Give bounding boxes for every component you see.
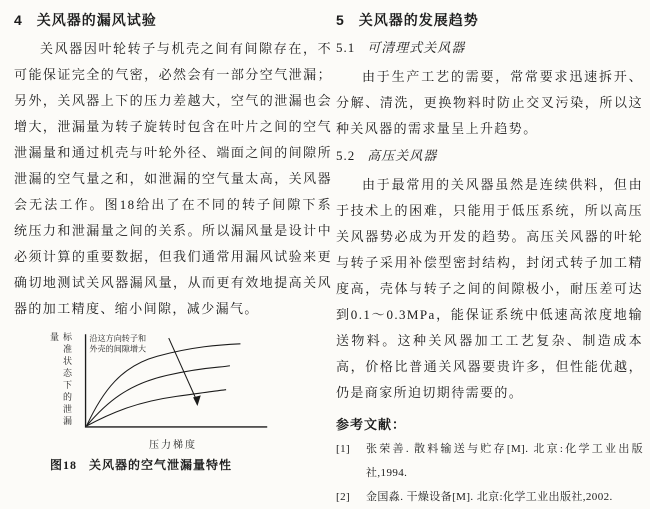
curve-bottom bbox=[87, 390, 227, 426]
section-4-heading bbox=[14, 8, 332, 32]
figure-caption-number: 图18 bbox=[50, 458, 78, 472]
left-column bbox=[14, 8, 332, 473]
figure-x-axis-label: 压力梯度 bbox=[149, 440, 197, 451]
reference-text: 张荣善. 散料输送与贮存[M]. 北京:化学工业出版社,1994. bbox=[366, 443, 643, 479]
section-5-title: 关风器的发展趋势 bbox=[358, 12, 479, 28]
figure-annotation-line1: 沿这方向转子和 bbox=[89, 333, 147, 343]
section-5-1-heading bbox=[336, 36, 643, 60]
figure-caption bbox=[48, 456, 294, 473]
figure-caption-text: 关风器的空气泄漏量特性 bbox=[89, 458, 233, 472]
section-5-number: 5 bbox=[336, 12, 345, 28]
reference-text: 金国淼. 干燥设备[M]. 北京:化学工业出版社,2002. bbox=[366, 491, 613, 503]
section-5-1-number: 5.1 bbox=[336, 40, 356, 55]
reference-number: [1] bbox=[336, 443, 351, 455]
section-5-2-heading bbox=[336, 144, 643, 168]
figure-y-axis-label: 标准状态下的泄漏量 bbox=[49, 332, 72, 428]
reference-number: [2] bbox=[336, 491, 351, 503]
arrowhead-icon bbox=[193, 395, 201, 406]
references-heading: 参考文献： bbox=[336, 417, 407, 432]
figure-plot bbox=[76, 330, 272, 436]
curve-top bbox=[87, 344, 241, 426]
reference-item bbox=[336, 437, 643, 485]
section-4-title: 关风器的漏风试验 bbox=[36, 12, 157, 28]
curve-middle bbox=[87, 366, 230, 426]
section-5-2-paragraph: 由于最常用的关风器虽然是连续供料，但由于技术上的困难，只能用于低压系统，所以高压关风器势必成为开发的趋势。高压关风器的叶轮与转子采用补偿型密封结构，封闭式转子加工精度高，壳体与转子之间的间隙极小，耐压差可达到0.1～0.3MPa，能保证系统中低速高浓度地输送物料。这种关风器加工工艺复杂、制造成本高，价格比普通关风器要贵许多，但性能优越，仍是商家所迫切期待需要的。 bbox=[336, 177, 643, 400]
section-4-number: 4 bbox=[14, 12, 23, 28]
figure-18 bbox=[48, 330, 294, 473]
figure-plot-row bbox=[48, 330, 294, 436]
section-5-1-paragraph: 由于生产工艺的需要，常常要求迅速拆开、分解、清洗，更换物料时防止交叉污染，所以这种关风器的需求量呈上升趋势。 bbox=[336, 69, 643, 136]
section-5-2-title: 高压关风器 bbox=[367, 148, 438, 163]
section-4-paragraph: 关风器因叶轮转子与机壳之间有间隙存在，不可能保证完全的气密，必然会有一部分空气泄漏；另外，关风器上下的压力差越大，空气的泄漏也会增大，泄漏量为转子旋转时包含在叶片之间的空气泄漏量和通过机壳与叶轮外径、端面之间的间隙所泄漏的空气量之和，如泄漏的空气量太高，关风器会无法工作。图18给出了在不同的转子间隙下系统压力和泄漏量之间的关系。所以漏风量是设计中必须计算的重要数据，但我们通常用漏风试验来更确切地测试关风器漏风量，从而更有效地提高关风器的加工精度、缩小间隙，减少漏气。 bbox=[14, 41, 332, 316]
reference-item bbox=[336, 485, 643, 509]
section-5-2-number: 5.2 bbox=[336, 148, 356, 163]
figure-annotation-line2: 外壳的间隙增大 bbox=[89, 344, 147, 354]
section-5-heading bbox=[336, 8, 643, 32]
section-5-1-title: 可清理式关风器 bbox=[367, 40, 466, 55]
right-column bbox=[336, 8, 643, 509]
